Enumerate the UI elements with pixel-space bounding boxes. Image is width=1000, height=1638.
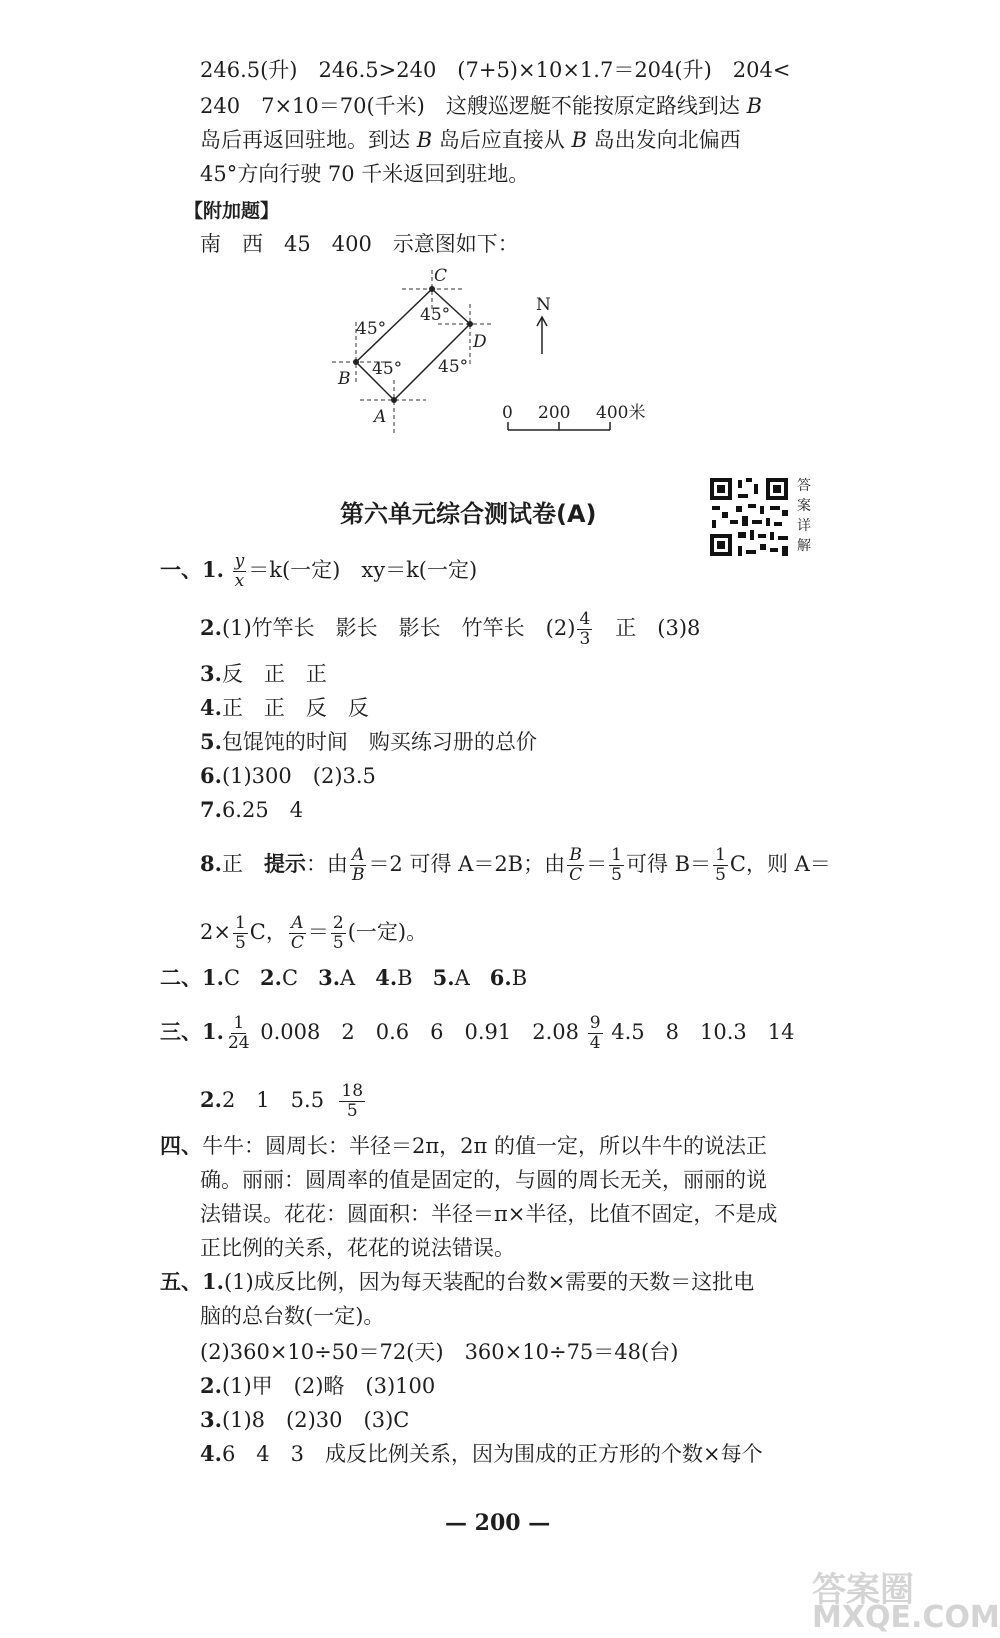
q3-item-1: 三、1. $\frac{1}{24}$ 0.008 2 0.6 6 0.91 2.08 $\frac{9}{4}$ 4.5 8 10.3 14 xyxy=(160,1013,795,1053)
text-line: 240 7×10＝70(千米) 这艘巡逻艇不能按原定路线到达 B xyxy=(200,94,762,118)
q5-line: (2)360×10÷50＝72(天) 360×10÷75＝48(台) xyxy=(200,1340,679,1364)
scale-tick: 400米 xyxy=(596,403,646,423)
angle-label: 45° xyxy=(356,319,387,339)
q5-line: 五、1.(1)成反比例，因为每天装配的台数×需要的天数＝这批电 xyxy=(160,1269,755,1294)
angle-label: 45° xyxy=(372,359,403,379)
point-d xyxy=(467,321,473,327)
point-a xyxy=(391,397,397,403)
scale-tick: 0 xyxy=(502,403,513,423)
q2-answers: 二、1.C 2.C 3.A 4.B 5.A 6.B xyxy=(160,965,528,990)
scale-tick: 200 xyxy=(538,403,571,423)
angle-label: 45° xyxy=(438,357,469,377)
q1-item-6: 6.(1)300 (2)3.5 xyxy=(200,763,376,788)
q5-line: 2.(1)甲 (2)略 (3)100 xyxy=(200,1373,436,1398)
q4-line: 法错误。花花：圆面积：半径＝π×半径，比值不固定，不是成 xyxy=(200,1202,778,1226)
q5-line: 3.(1)8 (2)30 (3)C xyxy=(200,1407,410,1432)
north-label: N xyxy=(536,295,551,315)
q1-item-8-cont: 2× $\frac{1}{5}$ C， $\frac{A}{C}$ ＝ $\frac{2}{5}$ (一定)。 xyxy=(200,913,428,953)
q1-item-3: 3.反 正 正 xyxy=(200,661,327,686)
q4-line: 正比例的关系，花花的说法错误。 xyxy=(200,1236,515,1260)
route-diagram xyxy=(330,262,670,440)
q4-line: 四、牛牛：圆周长：半径＝2π，2π 的值一定，所以牛牛的说法正 xyxy=(160,1133,767,1158)
qr-code-icon[interactable] xyxy=(708,476,790,558)
text-line: 45°方向行驶 70 千米返回到驻地。 xyxy=(200,162,530,186)
q3-item-2: 2.2 1 5.5 $\frac{18}{5}$ xyxy=(200,1081,364,1121)
text-line: 岛后再返回驻地。到达 B 岛后应直接从 B 岛出发向北偏西 xyxy=(200,128,741,152)
label-a: A xyxy=(374,407,387,427)
watermark-url: MXQE.COM xyxy=(812,1600,1000,1635)
text-line: 246.5(升) 246.5>240 (7+5)×10×1.7＝204(升) 204< xyxy=(200,58,791,82)
scale-bar xyxy=(508,422,610,430)
q1-item-1: 一、1. $\frac{y}{x}$ ＝k(一定) xy＝k(一定) xyxy=(160,551,478,591)
label-b: B xyxy=(338,369,351,389)
q1-item-2: 2.(1)竹竿长 影长 影长 竹竿长 (2) $\frac{4}{3}$ 正 (3)8 xyxy=(200,609,701,649)
point-c xyxy=(429,286,435,292)
label-c: C xyxy=(434,266,448,286)
angle-label: 45° xyxy=(420,305,451,325)
q1-item-5: 5.包馄饨的时间 购买练习册的总价 xyxy=(200,729,537,754)
q1-item-8: 8.正 提示：由 $\frac{A}{B}$ ＝2 可得 A＝2B；由 $\frac{B}{C}$ ＝ $\frac{1}{5}$ 可得 B＝ $\frac{1}{5}$ C，则 A＝ xyxy=(200,845,831,885)
qr-label: 答案详解 xyxy=(797,478,811,554)
q5-line: 4.6 4 3 成反比例关系，因为围成的正方形的个数×每个 xyxy=(200,1441,763,1466)
watermark-logo: 答案圈 xyxy=(812,1570,914,1610)
point-b xyxy=(353,359,359,365)
q1-item-7: 7.6.25 4 xyxy=(200,797,304,822)
q4-line: 确。丽丽：圆周率的值是固定的，与圆的周长无关，丽丽的说 xyxy=(200,1168,767,1192)
section-title: 第六单元综合测试卷(A) xyxy=(340,500,597,528)
page-number: — 200 — xyxy=(445,1510,551,1536)
q5-line: 脑的总台数(一定)。 xyxy=(200,1304,385,1328)
label-d: D xyxy=(473,332,487,352)
extra-question-tag: 【附加题】 xyxy=(184,200,280,222)
q1-item-4: 4.正 正 反 反 xyxy=(200,695,369,720)
extra-answer: 南 西 45 400 示意图如下： xyxy=(200,232,519,256)
